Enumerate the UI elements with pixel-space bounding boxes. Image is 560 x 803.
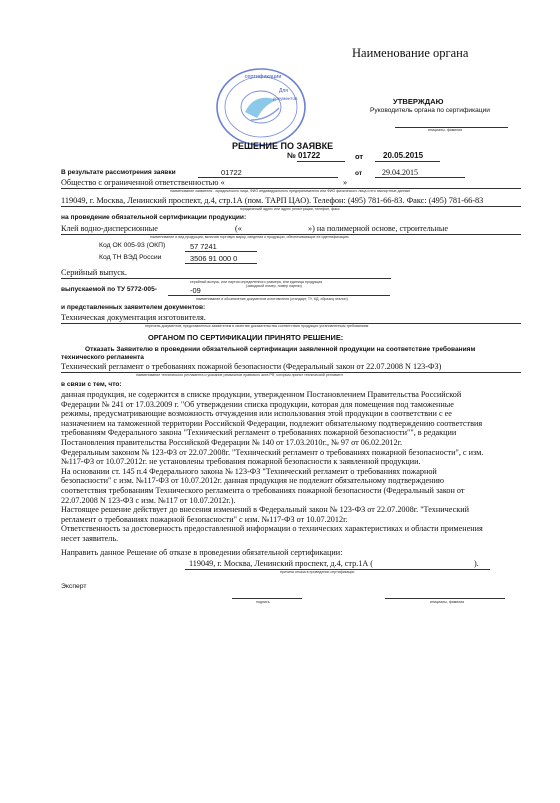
reglament-text: Технический регламент о требованиях пожарной безопасности (Федеральный закон от 22.07.2008 N 123-ФЗ) bbox=[61, 362, 442, 371]
docs-value: Техническая документация изготовителя. bbox=[61, 313, 206, 322]
stamp-text-left: Для bbox=[279, 88, 289, 94]
reason-line: безопасности" с изм. №117-ФЗ от 10.07.2012г. данная продукция не подлежит обязательному подтверждению bbox=[61, 476, 444, 486]
okp-line bbox=[185, 251, 257, 252]
applicant-address: 119049, г. Москва, Ленинский проспект, д.4, стр.1А (пом. ТАРП ЦАО). Телефон: (495) 781-66-83. Факс: (495) 781-66-83 bbox=[61, 196, 484, 205]
decision-date: 20.05.2015 bbox=[383, 151, 424, 160]
expert-name-caption: инициалы, фамилия bbox=[430, 600, 465, 604]
applicant-caption: наименование заявителя - юридического лица, ФИО индивидуального предпринимателя или ФИО физического лица и его паспортные данные bbox=[170, 189, 411, 193]
reason-line: №117-ФЗ от 10.07.2012г. не установлены требования пожарной безопасности к заявленной продукции. bbox=[61, 457, 421, 467]
reason-line: 22.07.2008 N 123-ФЗ с изм. №117 от 10.07.2012г.). bbox=[61, 495, 236, 505]
decision-heading: ОРГАНОМ ПО СЕРТИФИКАЦИИ ПРИНЯТО РЕШЕНИЕ: bbox=[148, 333, 344, 342]
reason-line: регламент о требованиях пожарной безопасности" с изм. №117-ФЗ от 10.07.2012г. bbox=[61, 514, 348, 524]
expert-name-line bbox=[385, 598, 505, 599]
expert-sign-caption: подпись bbox=[256, 600, 270, 604]
application-date: 29.04.2015 bbox=[382, 168, 418, 177]
tu-line bbox=[168, 295, 390, 296]
serial-caption-2: (заводской номер, номер партии) bbox=[246, 284, 302, 288]
approve-role: Руководитель органа по сертификации bbox=[370, 107, 490, 114]
stamp-text-top: сертификации bbox=[244, 74, 282, 80]
reason-line: назначением на таможенной территории Российской Федерации, подлежит обязательному подтверждению соответствия bbox=[61, 418, 483, 428]
approve-sign-caption: инициалы, фамилия bbox=[428, 128, 463, 132]
approve-label: УТВЕРЖДАЮ bbox=[393, 97, 444, 106]
tu-caption: наименование и обозначение документов изготовителя (стандарт, ТУ, КД, образец эталон) bbox=[196, 297, 348, 301]
refuse-line-1: Отказать Заявителю в проведении обязательной сертификации заявленной продукции на соответствие требованиям bbox=[85, 346, 476, 353]
reason-line: требованиям Федерального закона "Технический регламент о требованиях пожарной безопасности"", в редакции bbox=[61, 428, 457, 438]
send-address-close: ). bbox=[474, 559, 479, 568]
tnved-value: 3506 91 000 0 bbox=[190, 254, 238, 263]
reglament-caption: наименование технического регламента и указание реквизитов правового акта РФ, которым принят технический регламент bbox=[136, 373, 344, 377]
product-name-left: Клей водно-дисперсионные bbox=[61, 224, 158, 233]
product-caption: наименование и вид продукции, включая торговую марку, сведения о продукции, обеспечивающие ее идентификацию bbox=[150, 235, 349, 239]
serial-text: Серийный выпуск. bbox=[61, 268, 127, 277]
refuse-line-2: технического регламента bbox=[61, 354, 144, 361]
stamp-text-right: документов bbox=[273, 96, 298, 101]
applicant-address-caption: юридический адрес или адрес регистрации, телефон, факс bbox=[240, 207, 340, 211]
product-name-mid: (« bbox=[235, 224, 242, 233]
decision-date-line bbox=[375, 161, 440, 162]
tnved-label: Код ТН ВЭД России bbox=[99, 254, 162, 261]
application-label: В результате рассмотрения заявки bbox=[61, 169, 176, 176]
reason-line: Ответственность за достоверность предоставленной информации о технических характеристиках и области применения bbox=[61, 524, 483, 534]
stamp-seal bbox=[205, 62, 315, 152]
reason-line: Федерации № 241 от 17.03.2009 г. "Об утверждении списка продукции, которая для помещения под таможенные bbox=[61, 399, 454, 409]
okp-label: Код ОК 005-93 (ОКП) bbox=[99, 242, 166, 249]
okp-value: 57 7241 bbox=[190, 242, 217, 251]
decision-number: 01722 bbox=[298, 151, 321, 160]
applicant-close-quote: » bbox=[343, 178, 348, 187]
reasons-block bbox=[61, 390, 483, 544]
reason-line: На основании ст. 145 п.4 Федерального закона № 123-ФЗ "Технический регламент о требованиях пожарной bbox=[61, 466, 437, 476]
serial-caption: серийный выпуск, или партия определенного размера, или единица продукции bbox=[190, 280, 323, 284]
organ-name: Наименование органа bbox=[352, 46, 469, 60]
docs-label: и представленных заявителем документов: bbox=[61, 304, 206, 311]
application-number: 01722 bbox=[221, 168, 242, 177]
reason-line: данная продукция, не содержится в списке продукции, утвержденном Постановлением Правительства Российской bbox=[61, 390, 462, 399]
decision-title: РЕШЕНИЕ ПО ЗАЯВКЕ bbox=[232, 141, 334, 151]
tu-suffix: -09 bbox=[190, 286, 201, 295]
due-label: в связи с тем, что: bbox=[61, 381, 122, 388]
reason-line: Настоящее решение действует до внесения изменений в Федеральный закон № 123-ФЗ от 22.07.2008г. "Технический bbox=[61, 505, 469, 515]
tu-label: выпускаемой по ТУ 5772-005- bbox=[61, 286, 157, 293]
reason-line: Постановления правительства Российской Федерации № 140 от 17.03.2010г., № 97 от 06.02.2012г. bbox=[61, 437, 403, 447]
reason-line: несет заявитель. bbox=[61, 533, 119, 543]
decision-number-line bbox=[297, 161, 345, 162]
product-label: на проведение обязательной сертификации продукции: bbox=[61, 214, 247, 221]
expert-sign-line bbox=[232, 598, 302, 599]
reason-line: соответствия требованиям Технического регламента о требованиях пожарной безопасности (Федеральный закон от bbox=[61, 485, 465, 495]
serial-line bbox=[61, 278, 391, 279]
reason-line: Федеральным законом № 123-ФЗ от 22.07.2008г. "Технический регламент о требованиях пожарной безопасности", с изм. bbox=[61, 447, 484, 457]
send-caption: причина отказа в проведении сертификации bbox=[280, 570, 355, 574]
send-address: 119049, г. Москва, Ленинский проспект, д.4, стр.1А ( bbox=[189, 559, 374, 568]
tnved-line bbox=[185, 263, 257, 264]
reason-line: режимы, предусматривающие возможность отчуждения или использования этой продукции в соответствии с ее bbox=[61, 409, 452, 419]
application-date-line bbox=[375, 177, 465, 178]
send-label: Направить данное Решение об отказе в проведении обязательной сертификации: bbox=[61, 548, 343, 557]
decision-number-label: № bbox=[287, 151, 296, 160]
application-from-label: от bbox=[355, 170, 363, 177]
product-name-right: ») на полимерной основе, строительные bbox=[308, 224, 448, 233]
applicant-name: Общество с ограниченной ответственностью « bbox=[61, 178, 225, 187]
expert-label: Эксперт bbox=[61, 583, 87, 590]
docs-caption: перечень документов, представленных заявителем в качестве доказательства соответствия продукции установленным требованиям bbox=[145, 324, 369, 328]
decision-from-label: от bbox=[355, 152, 364, 161]
